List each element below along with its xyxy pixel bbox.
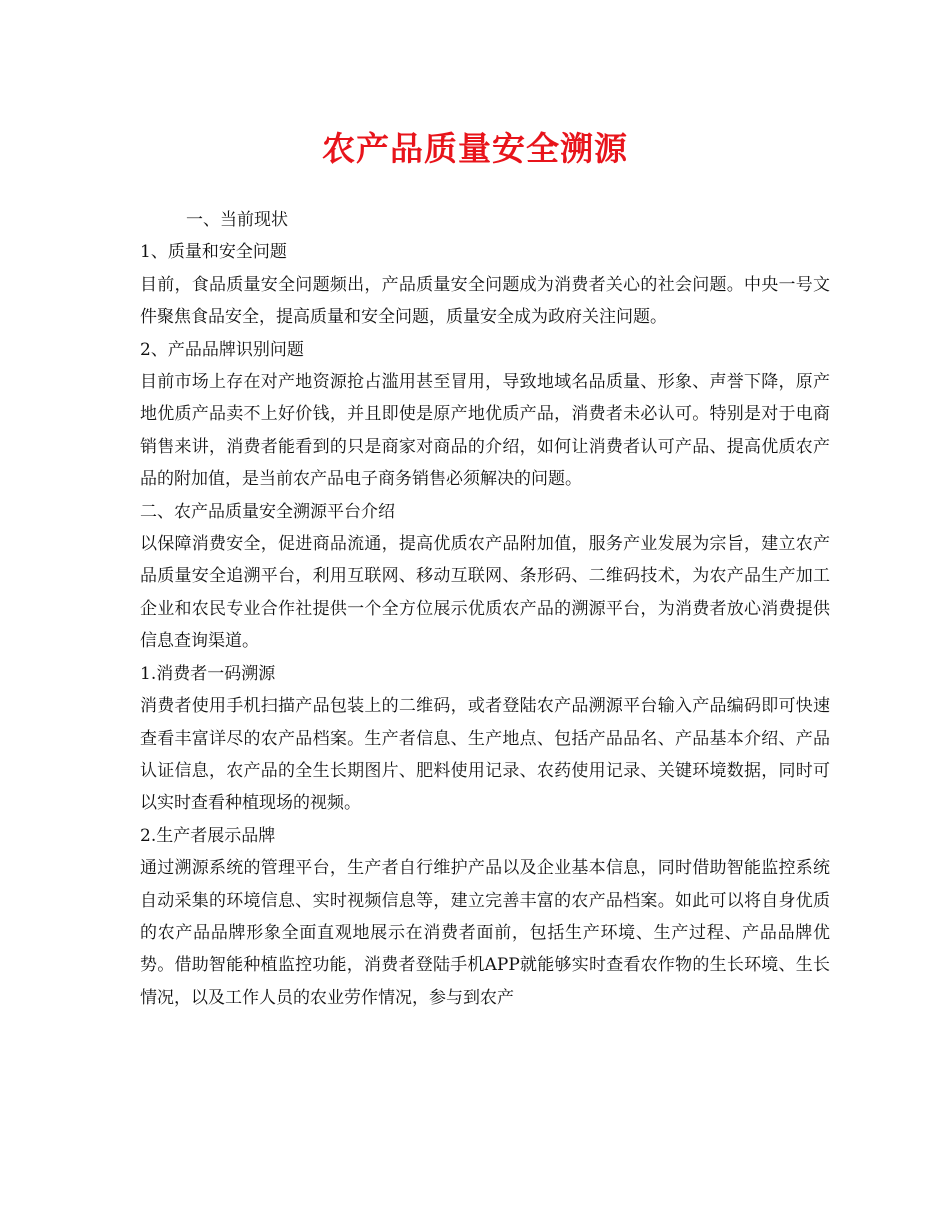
section-heading: 二、农产品质量安全溯源平台介绍 <box>140 501 395 522</box>
subsection-heading: 1.消费者一码溯源 <box>140 663 276 684</box>
subsection-heading: 2.生产者展示品牌 <box>140 825 276 846</box>
body-paragraph: 目前，食品质量安全问题频出，产品质量安全问题成为消费者关心的社会问题。中央一号文件聚焦食品安全，提高质量和安全问题，质量安全成为政府关注问题。 <box>140 274 830 328</box>
subsection-heading: 1、质量和安全问题 <box>140 242 287 263</box>
body-paragraph: 通过溯源系统的管理平台，生产者自行维护产品以及企业基本信息，同时借助智能监控系统自动采集的环境信息、实时视频信息等，建立完善丰富的农产品档案。如此可以将自身优质的农产品品牌形象全面直观地展示在消费者面前，包括生产环境、生产过程、产品品牌优势。借助智能种植监控功能，消费者登陆手机APP就能够实时查看农作物的生长环境、生长情况，以及工作人员的农业劳作情况，参与到农产 <box>140 858 830 1008</box>
document-title: 农产品质量安全溯源 <box>322 129 628 168</box>
body-paragraph: 消费者使用手机扫描产品包装上的二维码，或者登陆农产品溯源平台输入产品编码即可快速查看丰富详尽的农产品档案。生产者信息、生产地点、包括产品品名、产品基本介绍、产品认证信息，农产品的全生长期图片、肥料使用记录、农药使用记录、关键环境数据，同时可以实时查看种植现场的视频。 <box>140 696 830 814</box>
section-heading: 一、当前现状 <box>186 210 288 230</box>
body-paragraph: 目前市场上存在对产地资源抢占滥用甚至冒用，导致地域名品质量、形象、声誉下降，原产地优质产品卖不上好价钱，并且即使是原产地优质产品，消费者未必认可。特别是对于电商销售来讲，消费者能看到的只是商家对商品的介绍，如何让消费者认可产品、提高优质农产品的附加值，是当前农产品电子商务销售必须解决的问题。 <box>140 372 830 490</box>
subsection-heading: 2、产品品牌识别问题 <box>140 339 304 360</box>
body-paragraph: 以保障消费安全，促进商品流通，提高优质农产品附加值，服务产业发展为宗旨，建立农产品质量安全追溯平台，利用互联网、移动互联网、条形码、二维码技术，为农产品生产加工企业和农民专业合作社提供一个全方位展示优质农产品的溯源平台，为消费者放心消费提供信息查询渠道。 <box>140 534 830 652</box>
document-body <box>140 204 830 1014</box>
